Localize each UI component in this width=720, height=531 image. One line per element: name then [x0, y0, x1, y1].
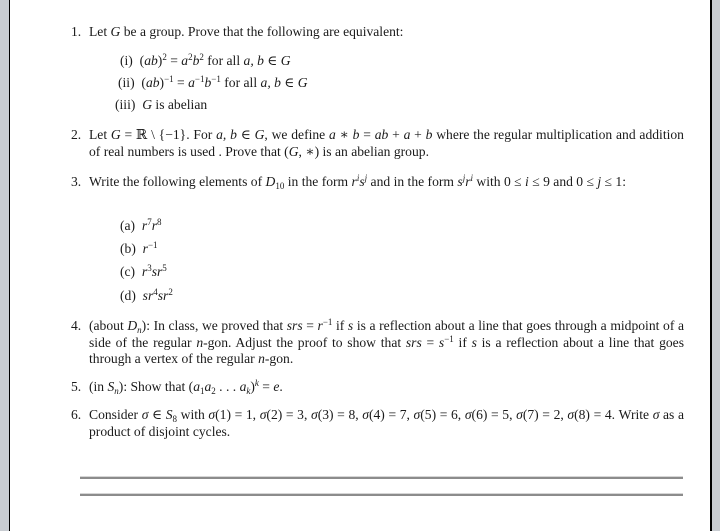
- subitem-label: (a): [120, 218, 136, 233]
- document-page: [9, 0, 712, 531]
- subitem-text: G is abelian: [142, 97, 208, 112]
- problem-3-subitem-d: [120, 288, 173, 304]
- problem-number: 2.: [71, 127, 82, 142]
- problem-6: [71, 407, 684, 440]
- subitem-text: $(ab)^{-1} = a^{-1}b^{-1}$ for all a, b ∈ G: [138, 74, 308, 90]
- problem-number: 6.: [71, 407, 82, 422]
- problem-2-statement: Let G = ℝ \ {−1}. For a, b ∈ G, we define a ∗ b = ab + a + b where the regular multiplication and addition of real numbers is used . Prove that (G, ∗) is an abelian group.: [89, 127, 684, 159]
- problem-3-subitem-a: [120, 218, 162, 234]
- problem-3: [71, 173, 684, 191]
- problem-number: 3.: [71, 174, 82, 189]
- subitem-label: (c): [120, 264, 136, 279]
- problem-6-statement: Consider σ ∈ $S_8$ with σ(1) = 1, σ(2) = 3, σ(3) = 8, σ(4) = 7, σ(5) = 6, σ(6) = 5, σ(7) = 2, σ(8) = 4. Write σ as a product of disjoint cycles.: [89, 407, 684, 439]
- problem-1-subitem-iii: [115, 97, 207, 113]
- subitem-text: $(ab)^2 = a^2b^2$ for all a, b ∈ G: [136, 52, 291, 68]
- subitem-label: (d): [120, 288, 136, 303]
- problem-number: 1.: [71, 24, 82, 39]
- problem-5-statement: (in $S_n$): Show that ($a_1a_2$ . . . $a_k)^k = e$.: [89, 378, 283, 396]
- problem-4: [71, 317, 684, 368]
- subitem-label: (b): [120, 241, 136, 256]
- subitem-label: (ii): [118, 75, 135, 90]
- problem-2: [71, 127, 684, 160]
- problem-number: 5.: [71, 379, 82, 394]
- subitem-text: $r^3sr^5$: [141, 263, 167, 279]
- subitem-label: (i): [120, 53, 133, 68]
- horizontal-rule-bottom: [80, 493, 683, 496]
- problem-1: [71, 24, 684, 41]
- problem-3-subitem-b: [120, 241, 158, 257]
- problem-1-statement: Let G be a group. Prove that the following are equivalent:: [89, 24, 404, 39]
- horizontal-rule-top: [80, 476, 683, 479]
- problem-1-subitem-i: [120, 53, 291, 69]
- problem-3-statement: Write the following elements of $D_{10}$ in the form $r^is^j$ and in the form $s^jr^i$ with 0 ≤ i ≤ 9 and 0 ≤ j ≤ 1:: [89, 173, 626, 191]
- problem-3-subitem-c: [120, 264, 167, 280]
- subitem-text: $r^7r^8$: [141, 217, 162, 233]
- problem-5: [71, 378, 684, 396]
- problem-4-statement: (about $D_n$): In class, we proved that srs = $r^{-1}$ if s is a reflection about a line that goes through a midpoint of a side of the regular n-gon. Adjust the proof to show that srs = $s^{-1}$ if s is a reflection about a line that goes through a vertex of the regular n-gon.: [89, 317, 684, 366]
- subitem-label: (iii): [115, 97, 136, 112]
- subitem-text: $r^{-1}$: [142, 240, 158, 256]
- problem-1-subitem-ii: [118, 75, 308, 91]
- problem-number: 4.: [71, 318, 82, 333]
- subitem-text: $sr^4sr^2$: [142, 287, 173, 303]
